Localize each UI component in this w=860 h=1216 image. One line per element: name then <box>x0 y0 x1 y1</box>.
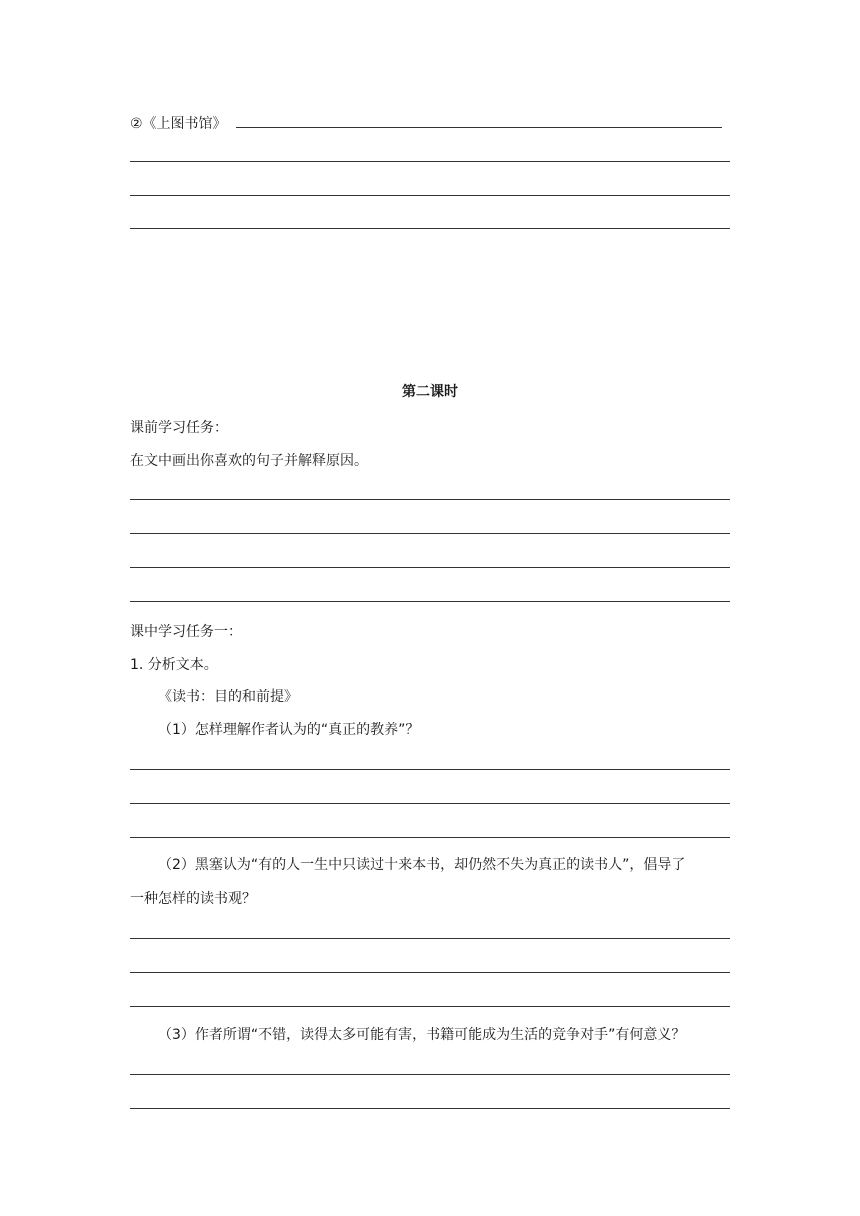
item2-inline-answer-line[interactable] <box>236 127 722 128</box>
lesson-title: 第二课时 <box>402 384 458 400</box>
item2-label: ②《上图书馆》 <box>130 116 227 132</box>
answer-line[interactable] <box>130 161 730 162</box>
pre-task-text: 在文中画出你喜欢的句子并解释原因。 <box>130 453 368 469</box>
in-class-heading: 课中学习任务一： <box>130 624 242 640</box>
answer-line[interactable] <box>130 1074 730 1075</box>
step-1-label: 1. 分析文本。 <box>130 657 218 673</box>
answer-line[interactable] <box>130 1108 730 1109</box>
question-1: （1）怎样理解作者认为的“真正的教养”？ <box>158 722 420 738</box>
answer-line[interactable] <box>130 938 730 939</box>
question-2-line-2: 一种怎样的读书观？ <box>130 891 256 907</box>
answer-line[interactable] <box>130 228 730 229</box>
text-title: 《读书：目的和前提》 <box>158 689 298 705</box>
answer-line[interactable] <box>130 972 730 973</box>
answer-line[interactable] <box>130 769 730 770</box>
question-2-line-1: （2）黑塞认为“有的人一生中只读过十来本书，却仍然不失为真正的读书人”，倡导了 <box>158 857 686 873</box>
answer-line[interactable] <box>130 195 730 196</box>
answer-line[interactable] <box>130 567 730 568</box>
pre-task-heading: 课前学习任务： <box>130 420 228 436</box>
answer-line[interactable] <box>130 837 730 838</box>
answer-line[interactable] <box>130 601 730 602</box>
answer-line[interactable] <box>130 533 730 534</box>
answer-line[interactable] <box>130 499 730 500</box>
answer-line[interactable] <box>130 1006 730 1007</box>
answer-line[interactable] <box>130 803 730 804</box>
question-3: （3）作者所谓“不错，读得太多可能有害，书籍可能成为生活的竞争对手”有何意义？ <box>158 1027 686 1043</box>
